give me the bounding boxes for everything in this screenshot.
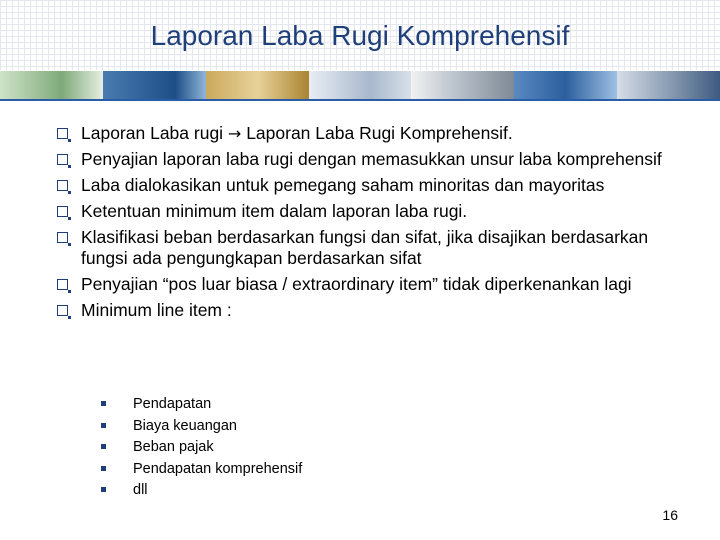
square-bullet-icon [101, 466, 106, 471]
bullet-list [57, 123, 697, 326]
banner-photo-tile [309, 71, 412, 99]
sub-bullet-item [101, 459, 302, 481]
bullet-text: Klasifikasi beban berdasarkan fungsi dan sifat, jika disajikan berdasarkan fungsi ada pengungkapan berdasarkan sifat [81, 227, 649, 268]
sub-bullet-text: Biaya keuangan [133, 417, 237, 434]
bullet-text: Penyajian “pos luar biasa / extraordinary item” tidak diperkenankan lagi [81, 274, 632, 294]
bullet-item [57, 175, 697, 196]
square-bullet-icon [101, 423, 106, 428]
sub-bullet-item [101, 480, 302, 502]
bullet-q-icon [57, 279, 68, 290]
sub-bullet-list [101, 394, 302, 502]
bullet-q-icon [57, 154, 68, 165]
banner-photo-tile [206, 71, 309, 99]
banner-photo-tile [0, 71, 103, 99]
bullet-item [57, 227, 697, 269]
bullet-q-icon [57, 180, 68, 191]
bullet-q-icon [57, 305, 68, 316]
sub-bullet-text: Pendapatan [133, 396, 212, 412]
bullet-q-icon [57, 128, 68, 139]
page-number: 16 [662, 507, 678, 523]
sub-bullet-item [101, 394, 302, 416]
right-arrow-icon: → [227, 124, 242, 143]
bullet-text: Penyajian laporan laba rugi dengan memasukkan unsur laba komprehensif [81, 149, 662, 169]
bullet-q-icon [57, 232, 68, 243]
sub-bullet-text: dll [133, 482, 148, 498]
bullet-item [57, 149, 697, 170]
square-bullet-icon [101, 487, 106, 492]
bullet-text: Ketentuan minimum item dalam laporan laba rugi. [81, 201, 468, 221]
bullet-q-icon [57, 206, 68, 217]
bullet-text-pre: Laporan Laba rugi [81, 123, 228, 143]
bullet-item [57, 201, 697, 222]
slide-title: Laporan Laba Rugi Komprehensif [150, 20, 570, 51]
sub-bullet-item [101, 416, 302, 438]
banner-divider [0, 99, 720, 101]
bullet-text: Laba dialokasikan untuk pemegang saham minoritas dan mayoritas [81, 175, 605, 195]
bullet-item [57, 123, 697, 144]
banner-photo-tile [103, 71, 206, 99]
banner-photo-tile [617, 71, 720, 99]
bullet-item [57, 274, 697, 295]
sub-bullet-text: Pendapatan komprehensif [133, 460, 303, 477]
sub-bullet-text: Beban pajak [133, 439, 214, 455]
bullet-item [57, 300, 697, 321]
sub-bullet-item [101, 437, 302, 459]
bullet-text-post: Laporan Laba Rugi Komprehensif. [241, 123, 513, 143]
banner-photo-tile [411, 71, 514, 99]
square-bullet-icon [101, 401, 106, 406]
banner-photo-tile [514, 71, 617, 99]
header-photo-banner [0, 71, 720, 99]
bullet-text: Minimum line item : [81, 300, 232, 320]
square-bullet-icon [101, 444, 106, 449]
